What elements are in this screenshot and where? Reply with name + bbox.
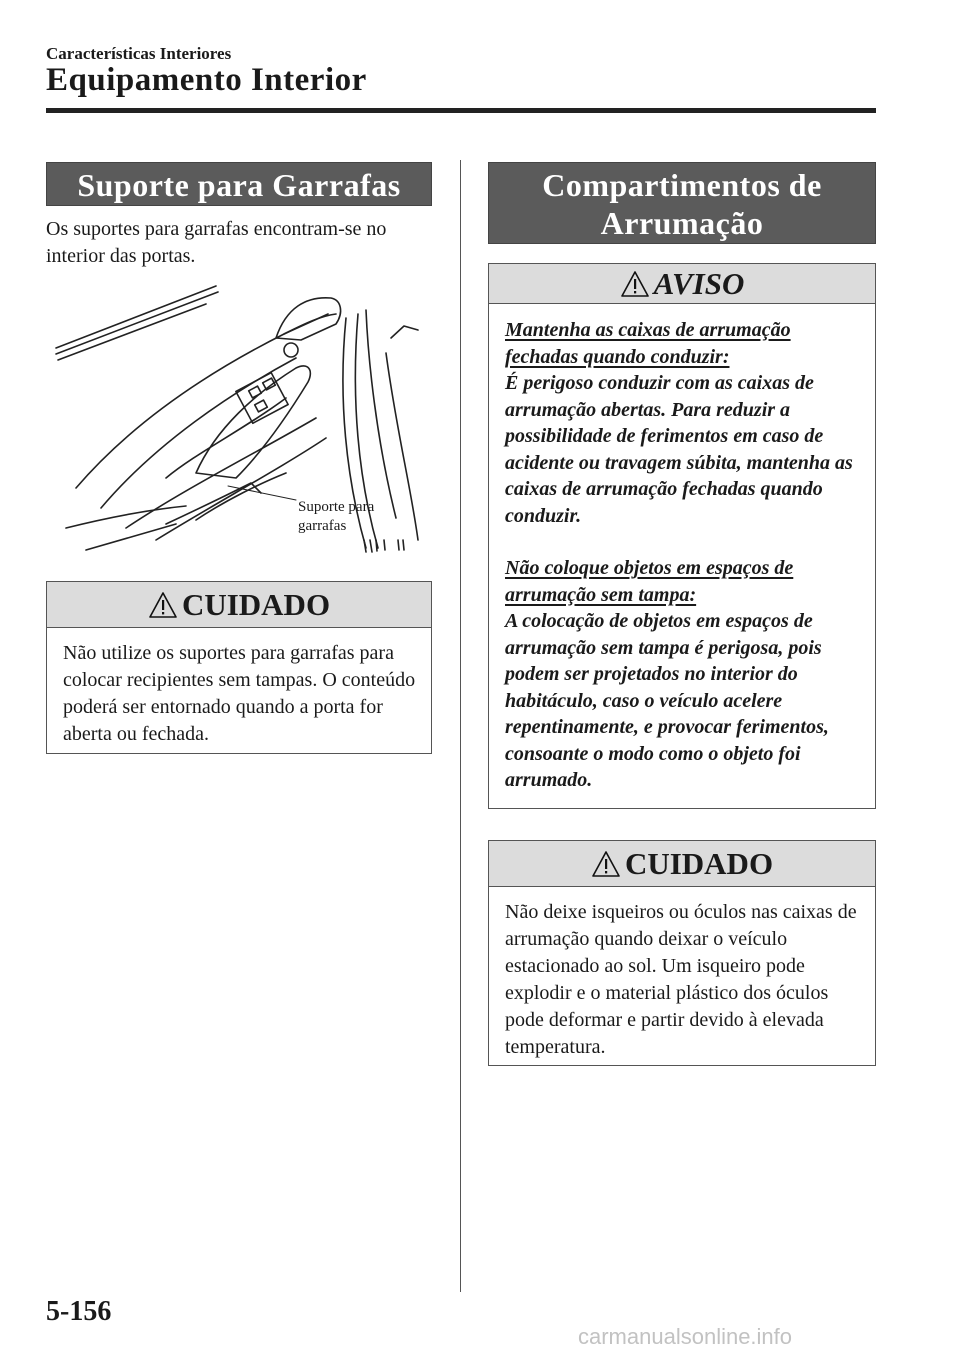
page-number: 5-156 (46, 1296, 112, 1327)
watermark: carmanualsonline.info (578, 1324, 793, 1349)
caution-text: Não utilize os suportes para garrafas para colocar recipientes sem tampas. O conteúdo poderá ser entornado quando a porta for aberta ou fechada. (63, 642, 416, 745)
chapter-title: Características Interiores (46, 44, 232, 63)
storage-compartments-heading: Compartimentos de Arrumação (488, 162, 876, 244)
warning-text-closed-boxes: É perigoso conduzir com as caixas de arrumação abertas. Para reduzir a possibilidade de ferimentos em caso de acidente ou travagem súbita, mantenha as caixas de arrumação fechadas quando conduzir. (505, 372, 853, 527)
caution-header (489, 841, 875, 887)
warning-title: AVISO (653, 265, 745, 301)
door-bottle-holder-illustration (46, 278, 436, 558)
bottle-holder-callout: Suporte para garrafas (298, 499, 375, 534)
bottle-holder-heading: Suporte para Garrafas (46, 162, 432, 206)
warning-subtitle-closed-boxes: Mantenha as caixas de arrumação fechadas quando conduzir: (505, 319, 791, 368)
warning-header (489, 264, 875, 304)
warning-triangle-icon (148, 591, 178, 619)
warning-subtitle-open-spaces: Não coloque objetos em espaços de arrumação sem tampa: (505, 557, 794, 606)
warning-body (489, 304, 875, 804)
caution-box-bottle-holder (46, 581, 432, 754)
caution-title: CUIDADO (181, 586, 331, 622)
warning-text-open-spaces: A colocação de objetos em espaços de arrumação sem tampa é perigosa, pois podem ser projetados no interior do habitáculo, caso o veículo acelere repentinamente, e provocar ferimentos, consoante o modo como o objeto foi arrumado. (505, 610, 829, 791)
caution-header (47, 582, 431, 628)
header-rule (46, 108, 876, 113)
caution-text: Não deixe isqueiros ou óculos nas caixas de arrumação quando deixar o veículo estacionado ao sol. Um isqueiro pode explodir e o material plástico dos óculos pode deformar e partir devido à elevada temperatura. (505, 901, 857, 1058)
warning-triangle-icon (620, 270, 650, 298)
caution-title: CUIDADO (624, 845, 774, 881)
caution-box-storage (488, 840, 876, 1066)
warning-box-storage (488, 263, 876, 809)
column-divider (460, 160, 461, 1292)
bottle-holder-intro: Os suportes para garrafas encontram-se no interior das portas. (46, 218, 387, 267)
section-title: Equipamento Interior (46, 62, 367, 98)
warning-triangle-icon (591, 850, 621, 878)
